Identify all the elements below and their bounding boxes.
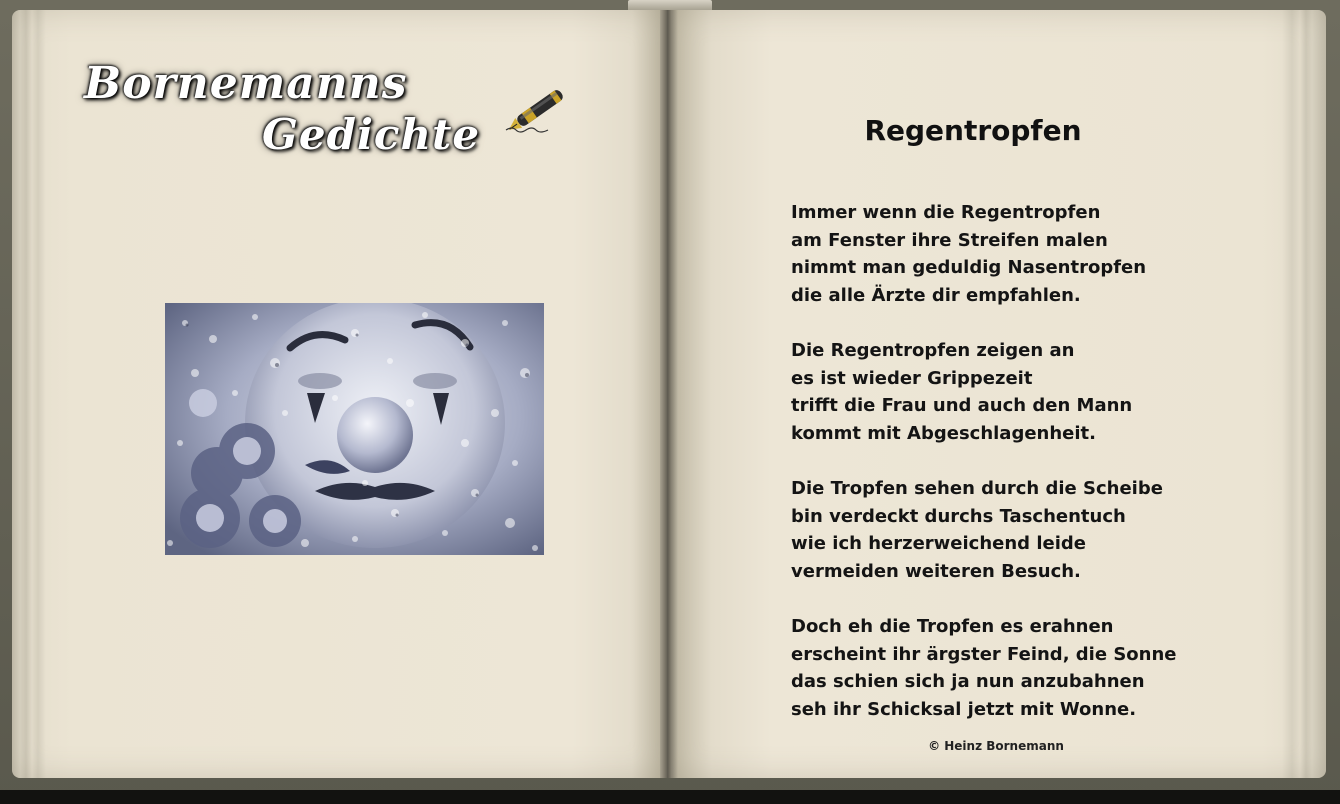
poem-line: erscheint ihr ärgster Feind, die Sonne — [791, 643, 1177, 665]
copyright-notice: © Heinz Bornemann — [928, 739, 1064, 753]
poem-line: Die Regentropfen zeigen an — [791, 339, 1075, 361]
poem-line: vermeiden weiteren Besuch. — [791, 560, 1081, 582]
poem-line: das schien sich ja nun anzubahnen — [791, 671, 1145, 693]
poem-title: Regentropfen — [864, 114, 1082, 147]
poem-line: nimmt man geduldig Nasentropfen — [791, 257, 1147, 279]
poem-line: bin verdeckt durchs Taschentuch — [791, 505, 1126, 527]
poem-line: am Fenster ihre Streifen malen — [791, 229, 1108, 251]
poem-line: seh ihr Schicksal jetzt mit Wonne. — [791, 698, 1137, 720]
poem-line: wie ich herzerweichend leide — [791, 533, 1086, 555]
poem-line: Immer wenn die Regentropfen — [791, 202, 1101, 223]
poem-line: die alle Ärzte dir empfahlen. — [791, 284, 1081, 306]
poem-line: kommt mit Abgeschlagenheit. — [791, 422, 1096, 444]
poem-line: Doch eh die Tropfen es erahnen — [791, 615, 1114, 637]
brand-title-line2: Gedichte — [262, 110, 481, 159]
poem-line: es ist wieder Grippezeit — [791, 367, 1033, 389]
clown-raindrop-illustration — [165, 303, 544, 555]
poem-body — [791, 199, 1177, 751]
brand-title-line1: Bornemanns — [84, 58, 408, 109]
poem-stanza-2 — [791, 337, 1177, 447]
poem-line: Die Tropfen sehen durch die Scheibe — [791, 477, 1163, 499]
fountain-pen-icon — [500, 76, 580, 140]
poem-line: trifft die Frau und auch den Mann — [791, 395, 1133, 417]
poem-stanza-1 — [791, 199, 1177, 309]
poem-stanza-4 — [791, 613, 1177, 723]
book-bottom-edge — [0, 790, 1340, 804]
poem-stanza-3 — [791, 475, 1177, 585]
